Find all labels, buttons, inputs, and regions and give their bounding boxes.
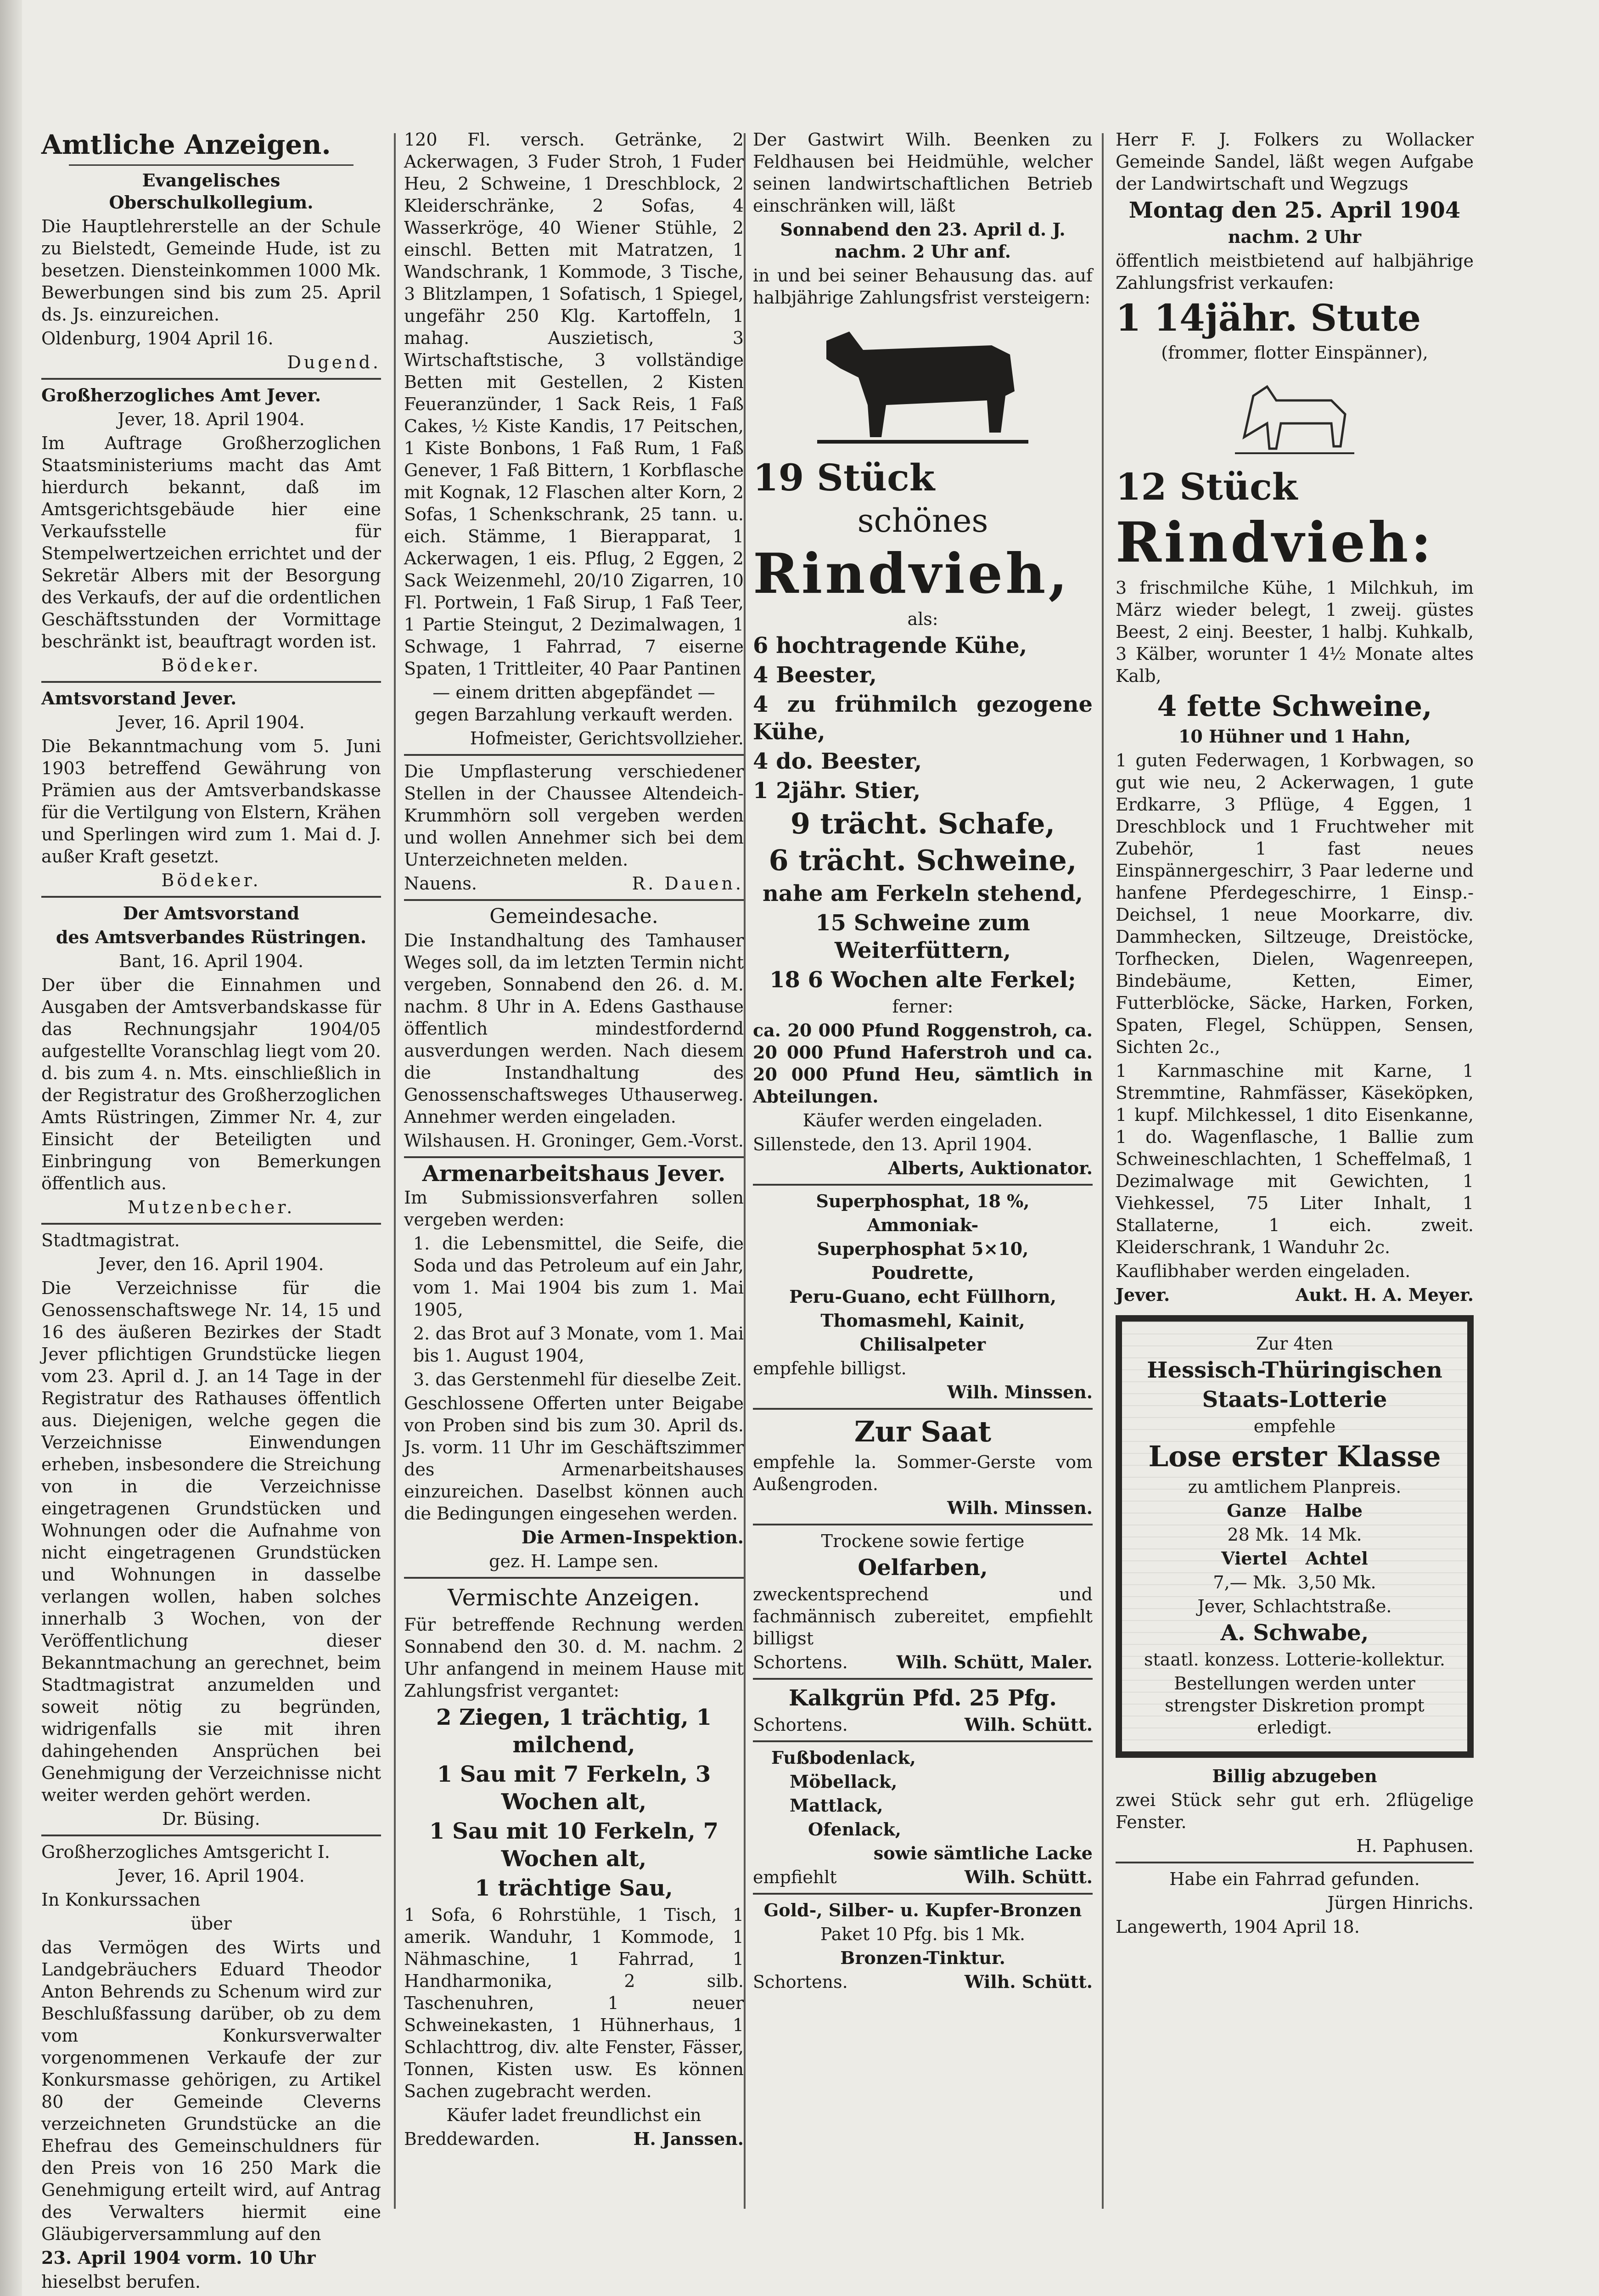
ad-line: 9 trächt. Schafe, — [790, 807, 1055, 840]
ad-place: Nauens. R. Dauen. — [404, 873, 744, 894]
ad-title: Der Amtsvorstand — [123, 903, 300, 923]
column-rule — [394, 133, 396, 2209]
ad-place: Jever, den 16. April 1904. — [98, 1254, 324, 1274]
ad-title: Kalkgrün Pfd. 25 Pfg. — [789, 1685, 1057, 1711]
ad-title: Lose erster Klasse — [1148, 1440, 1441, 1473]
ad-title: Stadtmagistrat. — [41, 1230, 180, 1250]
ad-text: Käufer werden eingeladen. — [802, 1110, 1043, 1131]
ad-text: Die Bekanntmachung vom 5. Juni 1903 betreffend Gewährung von Prämien aus der Amtsverbandskasse für die Vertilgung von Elstern, Krähen und Sperlingen wird zum 1. Mai d. J. außer Kraft gesetzt. — [41, 736, 381, 867]
cow-illustration — [808, 313, 1038, 451]
column-rule — [744, 133, 746, 2209]
product-line: Thomasmehl, Kainit, — [820, 1310, 1025, 1331]
ad-place: Bant, 16. April 1904. — [118, 951, 304, 971]
column-2 — [404, 129, 744, 2223]
ad-line: 2 Ziegen, 1 trächtig, 1 milchend, — [436, 1705, 712, 1758]
ad-text: Im Submissionsverfahren sollen vergeben werden: — [404, 1187, 744, 1230]
ad-text: 120 Fl. versch. Getränke, 2 Ackerwagen, 3 Fuder Stroh, 1 Fuder Heu, 2 Schweine, 1 Dreschblock, 2 Kleiderschränke, 2 Sofas, 4 Wasserkröge, 40 Wiener Stühle, 2 einschl. Betten mit Matratzen, 1 Wandschrank, 1 Kommode, 3 Tische, 3 Blitzlampen, 1 Sofatisch, 1 Spiegel, ungefähr 250 Klg. Kartoffeln, 1 mahag. Auszietisch, 3 Wirtschaftstische, 3 vollständige Betten mit Gestellen, 2 Kisten Feueranzünder, 1 Sack Reis, 1 Faß Cakes, ½ Kiste Kandis, 17 Peitschen, 1 Kiste Bonbons, 1 Faß Rum, 1 Faß Genever, 1 Faß Bittern, 1 Korbflasche mit Kognak, 12 Flaschen alter Korn, 2 Sofas, 1 Schenkschrank, 25 tann. u. eich. Stämme, 1 Bierapparat, 1 Ackerwagen, 1 eis. Pflug, 2 Eggen, 2 Sack Weizenmehl, 20/10 Zigarren, 10 Fl. Portwein, 1 Faß Sirup, 1 Faß Teer, 1 Partie Steingut, 2 Dezimalwagen, 1 Schwage, 1 Fahrrad, 7 eiserne Spaten, 1 Trittleiter, 40 Paar Pantinen — [404, 129, 744, 679]
column-3 — [753, 129, 1093, 2223]
ad-text: öffentlich meistbietend auf halbjährige Zahlungsfrist verkaufen: — [1116, 251, 1474, 293]
ad-text: Käufer ladet freundlichst ein — [446, 2105, 701, 2125]
ad-place: Schortens. Wilh. Schütt. — [753, 1971, 1093, 1992]
ad-signature: Dr. Büsing. — [162, 1809, 260, 1829]
ad-place: Schortens. Wilh. Schütt, Maler. — [753, 1652, 1093, 1672]
ad-text: empfehle — [1253, 1416, 1336, 1436]
ad-text: Bestellungen werden unter strengster Diskretion prompt erledigt. — [1165, 1673, 1425, 1738]
ad-text: empfehle la. Sommer-Gerste vom Außengroden. — [753, 1452, 1093, 1494]
ad-title: Staats-Lotterie — [1202, 1387, 1387, 1412]
ad-line: 6 trächt. Schweine, — [769, 844, 1077, 877]
ad-date: Montag den 25. April 1904 — [1128, 197, 1461, 223]
ad-place: Breddewarden. H. Janssen. — [404, 2128, 744, 2149]
ad-title: Billig abzugeben — [1212, 1766, 1377, 1786]
ad-text: Geschlossene Offerten unter Beigabe von Proben sind bis zum 30. April ds. Js. vorm. 11 Uhr im Geschäftszimmer des Armenarbeitshauses einzureichen. Daselbst können auch die Bedingungen eingesehen werden. — [404, 1393, 744, 1524]
ad-line: 1 2jähr. Stier, — [753, 778, 921, 804]
ad-text: über — [191, 1913, 232, 1934]
headline: 1 14jähr. Stute — [1116, 296, 1421, 339]
ad-text: als: — [907, 609, 938, 629]
divider — [404, 1156, 744, 1158]
headline: 4 fette Schweine, — [1157, 689, 1432, 723]
ad-text: Im Auftrage Großherzoglichen Staatsministeriums macht das Amt hierdurch bekannt, daß im Amtsgerichtsgebäude hier eine Verkaufsstelle für Stempelwertzeichen errichtet und der Sekretär Albers mit der Besorgung des Verkaufs, der auf die ordentlichen Geschäftsstunden der Vormittage beschränkt ist, beauftragt worden ist. — [41, 433, 381, 652]
ad-line: 18 6 Wochen alte Ferkel; — [769, 967, 1076, 993]
ad-text: Die Hauptlehrerstelle an der Schule zu Bielstedt, Gemeinde Hude, ist zu besetzen. Diensteinkommen 1000 Mk. Bewerbungen sind bis zum 25. April ds. Js. einzureichen. — [41, 216, 381, 325]
column-4 — [1116, 129, 1474, 2223]
divider — [1116, 1862, 1474, 1863]
ad-text: Die Umpflasterung verschiedener Stellen in der Chaussee Altendeich-Krummhörn soll vergeben werden und wollen Annehmer sich bei dem Unterzeichneten melden. — [404, 761, 744, 870]
ad-name: A. Schwabe, — [1220, 1620, 1369, 1646]
divider — [69, 164, 353, 166]
ad-text: empfehle billigst. — [753, 1358, 907, 1379]
ad-signature: Mutzenbecher. — [127, 1197, 295, 1217]
ad-signature: Alberts, Auktionator. — [888, 1158, 1093, 1178]
headline: Rindvieh, — [753, 541, 1071, 606]
list-item: 3. das Gerstenmehl für dieselbe Zeit. — [413, 1369, 742, 1390]
divider — [404, 1577, 744, 1579]
price-header: Viertel Achtel — [1221, 1548, 1368, 1569]
ad-place: Sillenstede, den 13. April 1904. — [753, 1134, 1032, 1154]
ad-text: 10 Hühner und 1 Hahn, — [1178, 726, 1411, 747]
divider — [41, 896, 381, 898]
horse-illustration — [1226, 368, 1363, 460]
ad-text: das Vermögen des Wirts und Landgebräuchers Eduard Theodor Anton Behrends zu Schenum wird zur Beschlußfassung darüber, ob zu dem vom Konkursverwalter vorgenommenen Verkaufe der zur Konkursmasse gehörigen, zu Artikel 80 der Gemeinde Cleverns verzeichneten Grundstücke an die Ehefrau des Gemeinschuldners für den Preis von 16 250 Mark die Genehmigung erteilt wird, auf Antrag des Verwalters hiermit eine Gläubigerversammlung auf den — [41, 1937, 381, 2244]
divider — [41, 681, 381, 683]
product-line: Chilisalpeter — [859, 1334, 986, 1355]
ad-text: Zur 4ten — [1256, 1334, 1333, 1354]
ad-text: Für betreffende Rechnung werden Sonnabend den 30. d. M. nachm. 2 Uhr anfangend in meinem Hause mit Zahlungsfrist vergantet: — [404, 1615, 744, 1701]
ad-title: Gemeindesache. — [489, 905, 658, 928]
ad-place: Schortens. Wilh. Schütt. — [753, 1714, 1093, 1735]
ad-text: 1 Sofa, 6 Rohrstühle, 1 Tisch, 1 amerik. Wanduhr, 1 Kommode, 1 Nähmaschine, 1 Fahrrad, 1 Handharmonika, 2 silb. Taschenuhren, 1 neuer Schweinekasten, 1 Hühnerhaus, 1 Schlachttrog, div. alte Fenster, Fässer, Tonnen, Kisten usw. Es können Sachen zugebracht werden. — [404, 1905, 744, 2101]
ad-text: Kauflibhaber werden eingeladen. — [1116, 1261, 1411, 1281]
ad-place: Langewerth, 1904 April 18. — [1116, 1917, 1360, 1937]
product-line: Mattlack, — [790, 1795, 883, 1816]
ad-signature: Bödeker. — [161, 655, 261, 675]
ad-title: Hessisch-Thüringischen — [1147, 1357, 1442, 1383]
ad-place: Jever, 16. April 1904. — [118, 712, 305, 732]
ad-text: hieselbst berufen. — [41, 2272, 201, 2292]
ad-text: zweckentsprechend und fachmännisch zubereitet, empfiehlt billigst — [753, 1584, 1093, 1649]
divider — [404, 899, 744, 901]
ad-line: 1 trächtige Sau, — [475, 1875, 673, 1901]
ad-signature: Wilh. Minssen. — [947, 1497, 1093, 1518]
divider — [404, 754, 744, 756]
ad-text: zwei Stück sehr gut erh. 2flügelige Fenster. — [1116, 1790, 1474, 1832]
ad-line: 4 zu frühmilch gezogene Kühe, — [753, 692, 1093, 745]
ad-line: nahe am Ferkeln stehend, — [762, 881, 1083, 906]
product-line: sowie sämtliche Lacke — [873, 1843, 1093, 1863]
ad-text: staatl. konzess. Lotterie-kollektur. — [1144, 1649, 1446, 1670]
ad-text: (frommer, flotter Einspänner), — [1161, 343, 1428, 363]
ad-line: 4 Beester, — [753, 662, 877, 688]
ad-text: in und bei seiner Behausung das. auf halbjährige Zahlungsfrist versteigern: — [753, 265, 1093, 308]
ad-text: In Konkurssachen — [41, 1890, 201, 1910]
ad-text: 3 frischmilche Kühe, 1 Milchkuh, im März wieder belegt, 1 zweij. güstes Beest, 2 einj. Beester, 1 halbj. Kuhkalb, 3 Kälber, worunter 1 4½ Monate altes Kalb, — [1116, 578, 1474, 686]
product-line: Peru-Guano, echt Füllhorn, — [789, 1286, 1056, 1307]
list-item: 1. die Lebensmittel, die Seife, die Soda und das Petroleum auf ein Jahr, vom 1. Mai 1904 bis zum 1. Mai 1905, — [413, 1233, 744, 1320]
product-line: Ofenlack, — [808, 1819, 902, 1840]
divider — [753, 1740, 1093, 1742]
ad-line: 15 Schweine zum Weiterfüttern, — [815, 910, 1030, 963]
ad-signature: gez. H. Lampe sen. — [489, 1551, 659, 1571]
ad-title: Zur Saat — [854, 1415, 992, 1448]
product-line: Poudrette, — [871, 1262, 974, 1283]
ad-text: — einem dritten abgepfändet — gegen Barzahlung verkauft werden. — [415, 682, 733, 725]
ad-date: Sonnabend den 23. April d. J. nachm. 2 Uhr anf. — [780, 219, 1066, 262]
product-line: Möbellack, — [790, 1771, 898, 1792]
ad-signature: H. Paphusen. — [1356, 1836, 1474, 1856]
ad-title: Armenarbeitshaus Jever. — [422, 1161, 726, 1187]
product-line: Fußbodenlack, — [771, 1747, 916, 1768]
ad-title: des Amtsverbandes Rüstringen. — [56, 927, 367, 947]
ad-title: Großherzogliches Amt Jever. — [41, 385, 321, 405]
ad-text: Trockene sowie fertige — [821, 1531, 1025, 1551]
product-line: Superphosphat 5×10, — [817, 1238, 1029, 1259]
ad-signature: Bödeker. — [161, 870, 261, 890]
ad-text: Der über die Einnahmen und Ausgaben der Amtsverbandskasse für das Rechnungsjahr 1904/05 aufgestellte Voranschlag liegt vom 20. d. bis zum 4. n. Mts. einschließlich in der Registratur des Großherzoglichen Amts Rüstringen, Zimmer Nr. 4, zur Einsicht der Beteiligten und Einbringung von Bemerkungen öffentlich aus. — [41, 975, 381, 1193]
divider — [41, 1835, 381, 1836]
ad-text: Paket 10 Pfg. bis 1 Mk. — [820, 1924, 1026, 1944]
divider — [753, 1893, 1093, 1895]
divider — [41, 378, 381, 380]
ad-text: Die Verzeichnisse für die Genossenschaftswege Nr. 14, 15 und 16 des äußeren Bezirkes der Stadt Jever pflichtigen Grundstücke liegen vom 23. April d. J. an 14 Tage in der Registratur des Rathauses öffentlich aus. Diejenigen, welche gegen die Verzeichnisse Einwendungen erheben, insbesondere die Streichung von in die Verzeichnisse eingetragenen Grundstücken und Wohnungen oder die Aufnahme von nicht eingetragenen Grundstücken und Wohnungen in dasselbe verlangen wollen, haben solches innerhalb 3 Wochen, von der Veröffentlichung dieser Bekanntmachung an gerechnet, beim Stadtmagistrat anzumelden und soweit nötig zu begründen, widrigenfalls sie mit ihren dahingehenden Ansprüchen bei Genehmigung der Verzeichnisse nicht weiter werden gehört werden. — [41, 1278, 381, 1805]
ad-text: empfiehlt Wilh. Schütt. — [753, 1867, 1093, 1887]
ad-text: zu amtlichem Planpreis. — [1188, 1477, 1402, 1497]
ad-text: Die Instandhaltung des Tamhauser Weges soll, da im letzten Termin nicht vergeben, Sonnabend den 26. d. M. nachm. 8 Uhr in A. Edens Gasthause öffentlich mindestfordernd ausverdungen werden. Nach diesem die Instandhaltung des Genossenschaftsweges Uthauserweg. Annehmer werden eingeladen. — [404, 930, 744, 1127]
ad-title: Oelfarben, — [858, 1555, 988, 1581]
ad-place: Jever. Aukt. H. A. Meyer. — [1116, 1284, 1474, 1305]
ad-text: Habe ein Fahrrad gefunden. — [1169, 1869, 1420, 1889]
ad-text: Der Gastwirt Wilh. Beenken zu Feldhausen bei Heidmühle, welcher seinen landwirtschaftlichen Betrieb einschränken will, läßt — [753, 129, 1093, 216]
ad-place: Jever, 16. April 1904. — [118, 1866, 305, 1886]
ad-title: Evangelisches Oberschulkollegium. — [109, 170, 314, 213]
list-item: 2. das Brot auf 3 Monate, vom 1. Mai bis 1. August 1904, — [413, 1323, 744, 1366]
price-values: 7,— Mk. 3,50 Mk. — [1213, 1572, 1376, 1593]
ad-date: nachm. 2 Uhr — [1228, 226, 1362, 247]
ad-signature: Wilh. Minssen. — [947, 1382, 1093, 1402]
ad-line: 4 do. Beester, — [753, 748, 922, 774]
ad-signature: Hofmeister, Gerichtsvollzieher. — [470, 728, 744, 748]
ad-place: Oldenburg, 1904 April 16. — [41, 328, 274, 349]
headline: schönes — [857, 502, 988, 540]
headline: 12 Stück — [1116, 465, 1298, 508]
product-line: Superphosphat, 18 %, — [816, 1191, 1030, 1211]
price-header: Ganze Halbe — [1227, 1500, 1363, 1521]
lottery-ad-box — [1116, 1315, 1474, 1758]
column-1 — [41, 129, 381, 2292]
divider — [41, 1223, 381, 1225]
ad-signature: Die Armen-Inspektion. — [521, 1527, 744, 1548]
ad-line: 1 Sau mit 10 Ferkeln, 7 Wochen alt, — [429, 1818, 718, 1872]
ad-title: Gold-, Silber- u. Kupfer-Bronzen — [763, 1900, 1082, 1920]
ad-signature: Dugend. — [287, 352, 381, 372]
divider — [753, 1184, 1093, 1186]
ad-place: Wilshausen. H. Groninger, Gem.-Vorst. — [404, 1131, 744, 1151]
ad-place: Jever, Schlachtstraße. — [1197, 1596, 1392, 1616]
ad-signature: Jürgen Hinrichs. — [1327, 1893, 1474, 1913]
headline: 19 Stück — [753, 456, 935, 499]
product-line: Ammoniak- — [867, 1215, 979, 1235]
ad-text: Herr F. J. Folkers zu Wollacker Gemeinde Sandel, läßt wegen Aufgabe der Landwirtschaft und Wegzugs — [1116, 129, 1474, 194]
headline: Rindvieh: — [1116, 510, 1434, 575]
price-values: 28 Mk. 14 Mk. — [1227, 1525, 1362, 1545]
ad-title: Vermischte Anzeigen. — [448, 1584, 700, 1611]
divider — [753, 1408, 1093, 1410]
ad-text: Bronzen-Tinktur. — [840, 1947, 1005, 1968]
ad-title: Großherzogliches Amtsgericht I. — [41, 1842, 330, 1862]
ad-text: ferner: — [892, 996, 954, 1017]
page-binding-edge — [0, 0, 22, 2296]
divider — [753, 1678, 1093, 1680]
ad-text: 1 guten Federwagen, 1 Korbwagen, so gut wie neu, 2 Ackerwagen, 1 gute Erdkarre, 3 Pflüge, 4 Eggen, 1 Dreschblock und 1 Fruchtweher mit Zubehör, 1 fast neues Einspännergeschirr, 3 Paar lederne und hanfene Pferdegeschirre, 1 Einsp.-Deichsel, 1 neue Moorkarre, div. Dammhecken, Siltzeuge, Dreistöcke, Torfhecken, Dielen, Wagenreepen, Bindebäume, Ketten, Eimer, Futterblöcke, Säcke, Harken, Forken, Spaten, Flegel, Schüppen, Sensen, Sichten 2c., — [1116, 750, 1474, 1057]
section-header: Amtliche Anzeigen. — [41, 129, 331, 160]
ad-line: 6 hochtragende Kühe, — [753, 633, 1027, 658]
column-rule — [1102, 133, 1104, 2209]
divider — [753, 1524, 1093, 1525]
ad-text: ca. 20 000 Pfund Roggenstroh, ca. 20 000 Pfund Haferstroh und ca. 20 000 Pfund Heu, sämtlich in Abteilungen. — [753, 1020, 1093, 1107]
ad-title: Amtsvorstand Jever. — [41, 688, 237, 709]
ad-place: Jever, 18. April 1904. — [118, 409, 305, 429]
ad-text: 1 Karnmaschine mit Karne, 1 Stremmtine, Rahmfässer, Käseköpken, 1 kupf. Milchkessel, 1 dito Eisenkanne, 1 do. Wagenflasche, 1 Ballie zum Schweineschlachten, 1 Scheffelmaß, 1 Dezimalwage mit Gewichten, 1 Viehkessel, 75 Liter Inhalt, 1 Stallaterne, 1 eich. zweit. Kleiderschrank, 1 Wanduhr 2c. — [1116, 1061, 1474, 1257]
ad-line: 1 Sau mit 7 Ferkeln, 3 Wochen alt, — [437, 1761, 711, 1815]
ad-date: 23. April 1904 vorm. 10 Uhr — [41, 2247, 316, 2268]
